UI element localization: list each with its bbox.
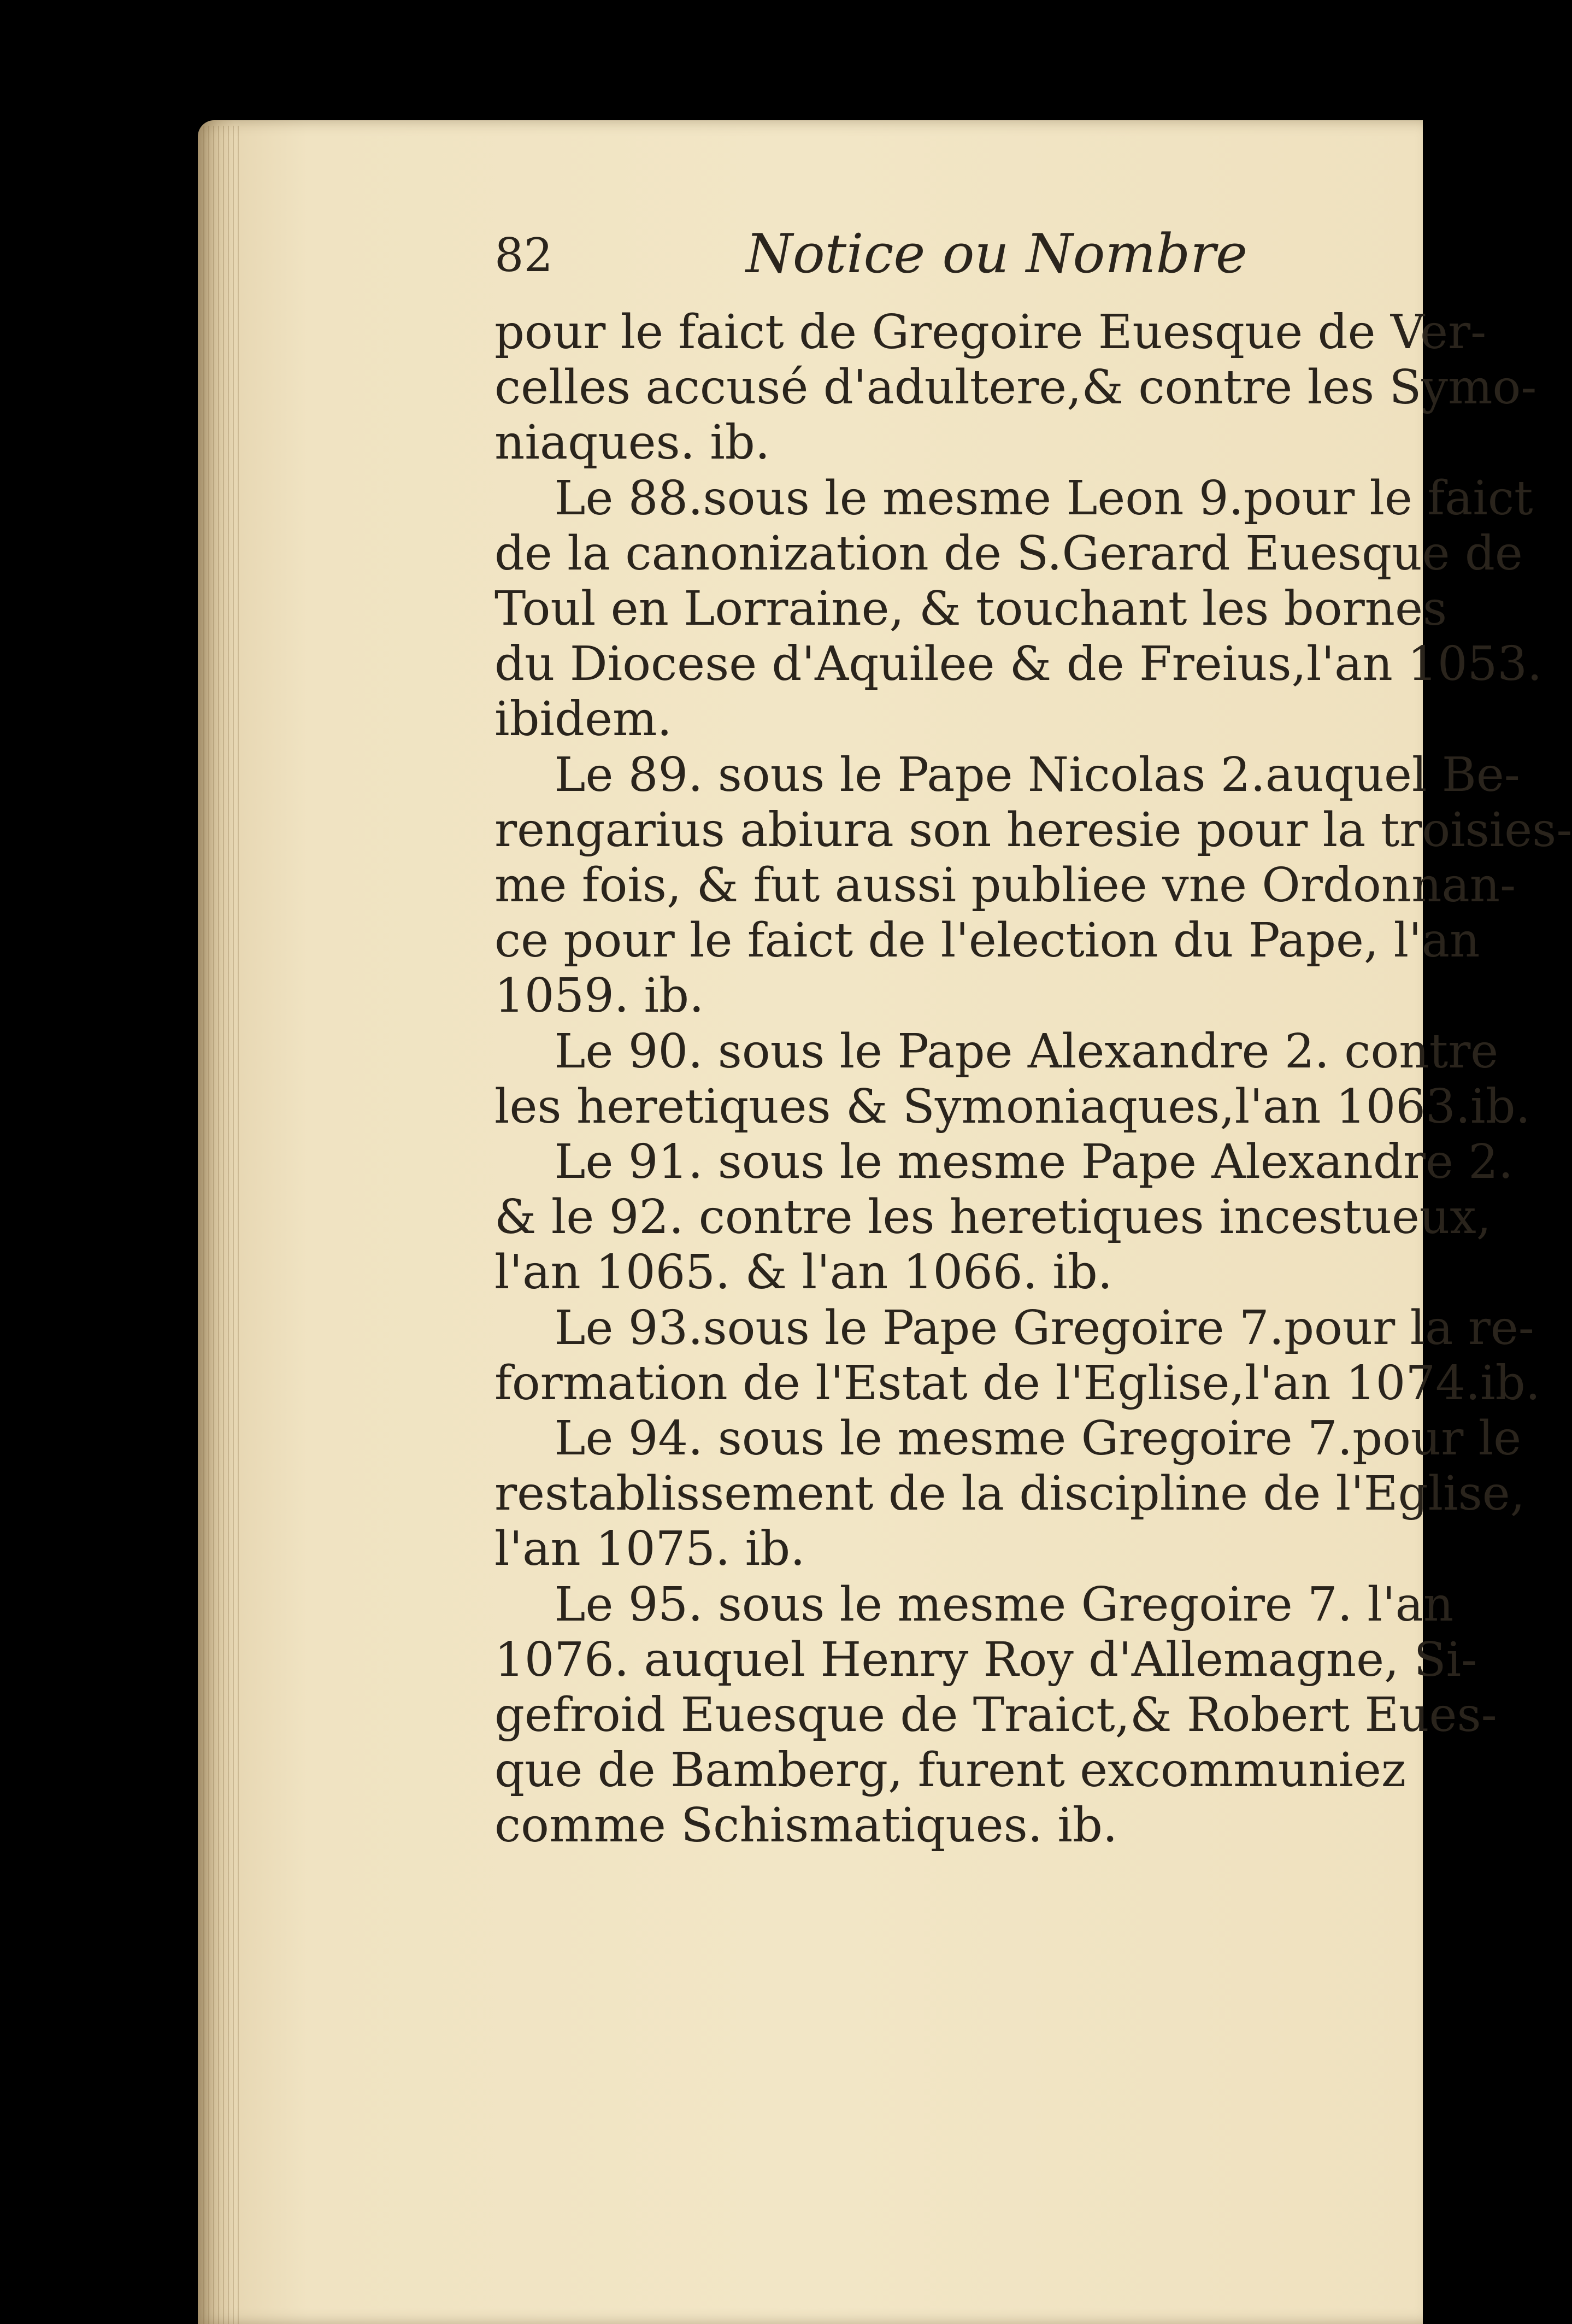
text-line: rengarius abiura son heresie pour la troisies- <box>494 802 1572 858</box>
text-line: ce pour le faict de l'election du Pape, l'an <box>494 913 1480 969</box>
text-line: formation de l'Estat de l'Eglise,l'an 1074.ib. <box>494 1355 1541 1411</box>
text-line: de la canonization de S.Gerard Euesque de <box>494 526 1523 581</box>
text-line: & le 92. contre les heretiques incestueux, <box>494 1190 1492 1245</box>
text-line: me fois, & fut aussi publiee vne Ordonnan- <box>494 858 1516 913</box>
running-title: Notice ou Nombre <box>746 223 1248 285</box>
text-line: niaques. ib. <box>494 415 770 471</box>
body-text <box>494 305 1572 1854</box>
text-line: restablissement de la discipline de l'Eglise, <box>494 1466 1525 1522</box>
text-line: gefroid Euesque de Traict,& Robert Eues- <box>494 1688 1497 1743</box>
text-line: 1059. ib. <box>494 969 704 1024</box>
page-text <box>494 223 1572 1854</box>
text-line: Le 91. sous le mesme Pape Alexandre 2. <box>494 1135 1514 1190</box>
page-edges <box>203 126 242 2324</box>
text-line: Toul en Lorraine, & touchant les bornes <box>494 582 1447 637</box>
text-line: ibidem. <box>494 692 672 747</box>
text-line: l'an 1075. ib. <box>494 1522 805 1577</box>
text-line: pour le faict de Gregoire Euesque de Ver- <box>494 305 1487 360</box>
running-header <box>494 223 1423 305</box>
text-line: Le 89. sous le Pape Nicolas 2.auquel Be- <box>494 747 1520 802</box>
text-line: celles accusé d'adultere,& contre les Symo- <box>494 360 1537 415</box>
text-line: que de Bamberg, furent excommuniez <box>494 1743 1406 1798</box>
text-line: comme Schismatiques. ib. <box>494 1798 1118 1853</box>
text-line: Le 88.sous le mesme Leon 9.pour le faict <box>494 471 1533 526</box>
text-line: l'an 1065. & l'an 1066. ib. <box>494 1245 1113 1300</box>
page-number: 82 <box>494 228 553 282</box>
text-line: les heretiques & Symoniaques,l'an 1063.ib. <box>494 1079 1530 1134</box>
text-line: Le 95. sous le mesme Gregoire 7. l'an <box>494 1577 1454 1632</box>
text-line: Le 90. sous le Pape Alexandre 2. contre <box>494 1024 1499 1079</box>
text-line: du Diocese d'Aquilee & de Freius,l'an 1053. <box>494 637 1542 692</box>
text-line: Le 93.sous le Pape Gregoire 7.pour la re- <box>494 1300 1534 1355</box>
text-line: 1076. auquel Henry Roy d'Allemagne, Si- <box>494 1632 1477 1687</box>
text-line: Le 94. sous le mesme Gregoire 7.pour le <box>494 1411 1522 1466</box>
